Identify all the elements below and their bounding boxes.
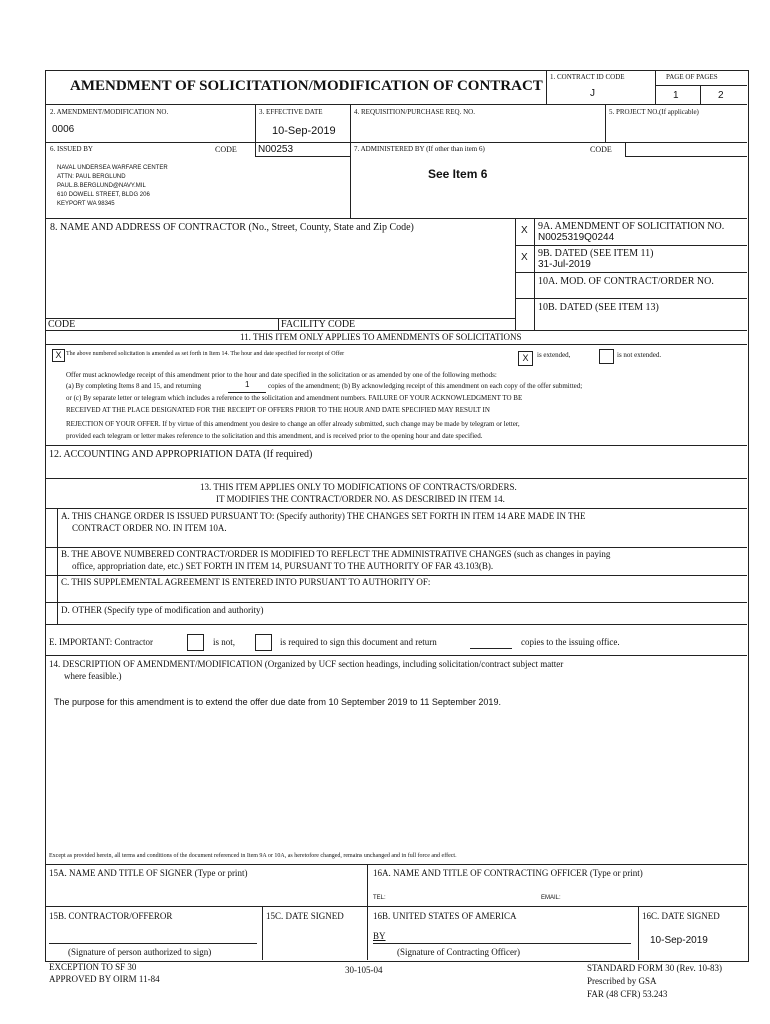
except-statement: Except as provided herein, all terms and conditions of the document referenced in Item 9A or 10A, as heretofore changed, remains unchanged and in full force and effect. [49, 853, 457, 859]
effective-date-label: 3. EFFECTIVE DATE [259, 108, 323, 116]
signature-person-caption: (Signature of person authorized to sign) [68, 947, 212, 957]
item13-a-line: A. THIS CHANGE ORDER IS ISSUED PURSUANT TO: (Specify authority) THE CHANGES SET FORTH IN ITEM 14 ARE MADE IN THE [61, 511, 586, 521]
extended-label: is extended, [537, 351, 571, 359]
contractor-label: 8. NAME AND ADDRESS OF CONTRACTOR (No., Street, County, State and Zip Code) [50, 222, 414, 233]
amendment-purpose: The purpose for this amendment is to extend the offer due date from 10 September 2019 to 11 September 2019. [54, 697, 501, 707]
issuer-line: KEYPORT WA 98345 [57, 201, 115, 207]
item13-subheading: IT MODIFIES THE CONTRACT/ORDER NO. AS DESCRIBED IN ITEM 14. [216, 494, 505, 504]
issued-code-label: CODE [215, 145, 237, 154]
ack-paragraph-line: (a) By completing Items 8 and 15, and returning [66, 382, 202, 390]
item13-c-line: C. THIS SUPPLEMENTAL AGREEMENT IS ENTERED INTO PURSUANT TO AUTHORITY OF: [61, 577, 431, 587]
ack-paragraph-line: copies of the amendment; (b) By acknowledging receipt of this amendment on each copy of the offer submitted; [268, 382, 583, 390]
item13-d-line: D. OTHER (Specify type of modification and authority) [61, 605, 264, 615]
page-current: 1 [673, 90, 679, 101]
amended-text: The above numbered solicitation is amended as set forth in Item 14. The hour and date specified for receipt of Offer [66, 351, 345, 357]
issued-by-label: 6. ISSUED BY [50, 145, 93, 153]
footer-approved: APPROVED BY OIRM 11-84 [49, 974, 160, 984]
not-extended-label: is not extended. [617, 351, 662, 359]
date-signed-16c: 10-Sep-2019 [650, 935, 708, 946]
tel-label: TEL: [373, 895, 386, 901]
ack-paragraph-line: REJECTION OF YOUR OFFER. If by virtue of this amendment you desire to change an offer already submitted, such change may be made by telegram or letter, [66, 420, 520, 428]
signature-officer-caption: (Signature of Contracting Officer) [397, 947, 521, 957]
checkbox-is-required[interactable] [255, 634, 272, 651]
value-9a: N0025319Q0244 [538, 232, 615, 243]
value-9b: 31-Jul-2019 [538, 259, 591, 270]
item13-b-line: office, appropriation date, etc.) SET FORTH IN ITEM 14, PURSUANT TO THE AUTHORITY OF FAR 43.103(B). [72, 561, 494, 571]
issuer-line: PAUL.B.BERGLUND@NAVY.MIL [57, 183, 146, 189]
label-15c: 15C. DATE SIGNED [266, 911, 344, 921]
is-required-label: is required to sign this document and return [280, 637, 437, 647]
page-of-pages-label: PAGE OF PAGES [666, 73, 718, 81]
ack-paragraph-line: or (c) By separate letter or telegram which includes a reference to the solicitation and amendment numbers. FAILURE OF YOUR ACKNOWLEDGMENT TO BE [66, 394, 523, 402]
form-title: AMENDMENT OF SOLICITATION/MODIFICATION OF CONTRACT [70, 78, 543, 94]
footer-far: FAR (48 CFR) 53.243 [587, 989, 668, 999]
item13-a-line: CONTRACT ORDER NO. IN ITEM 10A. [72, 523, 227, 533]
copies-issuing-label: copies to the issuing office. [521, 637, 620, 647]
is-not-label: is not, [213, 637, 236, 647]
contract-id-value: J [590, 88, 595, 99]
ack-paragraph-line: Offer must acknowledge receipt of this amendment prior to the hour and date specified in the solicitation or as amended by one of the following methods: [66, 371, 497, 379]
item14-label: 14. DESCRIPTION OF AMENDMENT/MODIFICATION (Organized by UCF section headings, including solicitation/contract subject matter [49, 659, 564, 669]
see-item-6: See Item 6 [428, 167, 488, 181]
copies-value: 1 [245, 380, 250, 389]
administered-by-label: 7. ADMINISTERED BY (If other than item 6) [354, 145, 485, 153]
important-label: E. IMPORTANT: Contractor [49, 637, 154, 647]
amendment-no-label: 2. AMENDMENT/MODIFICATION NO. [50, 108, 169, 116]
footer-code: 30-105-04 [345, 965, 383, 975]
item11-heading: 11. THIS ITEM ONLY APPLIES TO AMENDMENTS OF SOLICITATIONS [240, 332, 522, 342]
footer-exception: EXCEPTION TO SF 30 [49, 962, 137, 972]
label-10b: 10B. DATED (SEE ITEM 13) [538, 302, 659, 313]
project-no-label: 5. PROJECT NO.(If applicable) [609, 108, 699, 116]
label-16c: 16C. DATE SIGNED [642, 911, 720, 921]
facility-code-label: FACILITY CODE [281, 319, 356, 330]
ack-paragraph-line: RECEIVED AT THE PLACE DESIGNATED FOR THE RECEIPT OF OFFERS PRIOR TO THE HOUR AND DATE SPECIFIED MAY RESULT IN [66, 406, 490, 414]
label-10a: 10A. MOD. OF CONTRACT/ORDER NO. [538, 276, 714, 287]
contractor-code-label: CODE [48, 319, 76, 330]
label-16b: 16B. UNITED STATES OF AMERICA [373, 911, 517, 921]
administered-code-label: CODE [590, 145, 612, 154]
page-total: 2 [718, 90, 724, 101]
issuer-line: ATTN: PAUL BERGLUND [57, 174, 126, 180]
amendment-no-value: 0006 [52, 124, 75, 135]
check-9b: X [521, 252, 528, 263]
label-9a: 9A. AMENDMENT OF SOLICITATION NO. [538, 221, 725, 232]
issuer-line: NAVAL UNDERSEA WARFARE CENTER [57, 165, 168, 171]
by-label: BY [373, 931, 386, 941]
label-15b: 15B. CONTRACTOR/OFFEROR [49, 911, 173, 921]
issuer-line: 610 DOWELL STREET, BLDG 206 [57, 192, 150, 198]
contract-id-label: 1. CONTRACT ID CODE [550, 73, 625, 81]
label-15a: 15A. NAME AND TITLE OF SIGNER (Type or print) [49, 868, 248, 878]
item12-label: 12. ACCOUNTING AND APPROPRIATION DATA (If required) [49, 449, 313, 460]
item13-b-line: B. THE ABOVE NUMBERED CONTRACT/ORDER IS MODIFIED TO REFLECT THE ADMINISTRATIVE CHANGES (such as changes in paying [61, 549, 611, 559]
checkbox-extended[interactable]: X [518, 351, 533, 366]
item13-heading: 13. THIS ITEM APPLIES ONLY TO MODIFICATIONS OF CONTRACTS/ORDERS. [200, 482, 517, 492]
issued-code-value: N00253 [258, 144, 294, 155]
item14-label-cont: where feasible.) [64, 671, 122, 681]
checkbox-not-extended[interactable] [599, 349, 614, 364]
label-9b: 9B. DATED (SEE ITEM 11) [538, 248, 654, 259]
footer-standard-form: STANDARD FORM 30 (Rev. 10-83) [587, 963, 722, 973]
footer-prescribed: Prescribed by GSA [587, 976, 657, 986]
requisition-label: 4. REQUISITION/PURCHASE REQ. NO. [354, 108, 475, 116]
effective-date-value: 10-Sep-2019 [272, 125, 336, 137]
checkbox-amended[interactable]: X [52, 349, 65, 362]
ack-paragraph-line: provided each telegram or letter makes reference to the solicitation and this amendment, and is received prior to the opening hour and date specified. [66, 432, 483, 440]
email-label: EMAIL: [541, 895, 561, 901]
checkbox-is-not[interactable] [187, 634, 204, 651]
check-9a: X [521, 225, 528, 236]
label-16a: 16A. NAME AND TITLE OF CONTRACTING OFFICER (Type or print) [373, 868, 643, 878]
